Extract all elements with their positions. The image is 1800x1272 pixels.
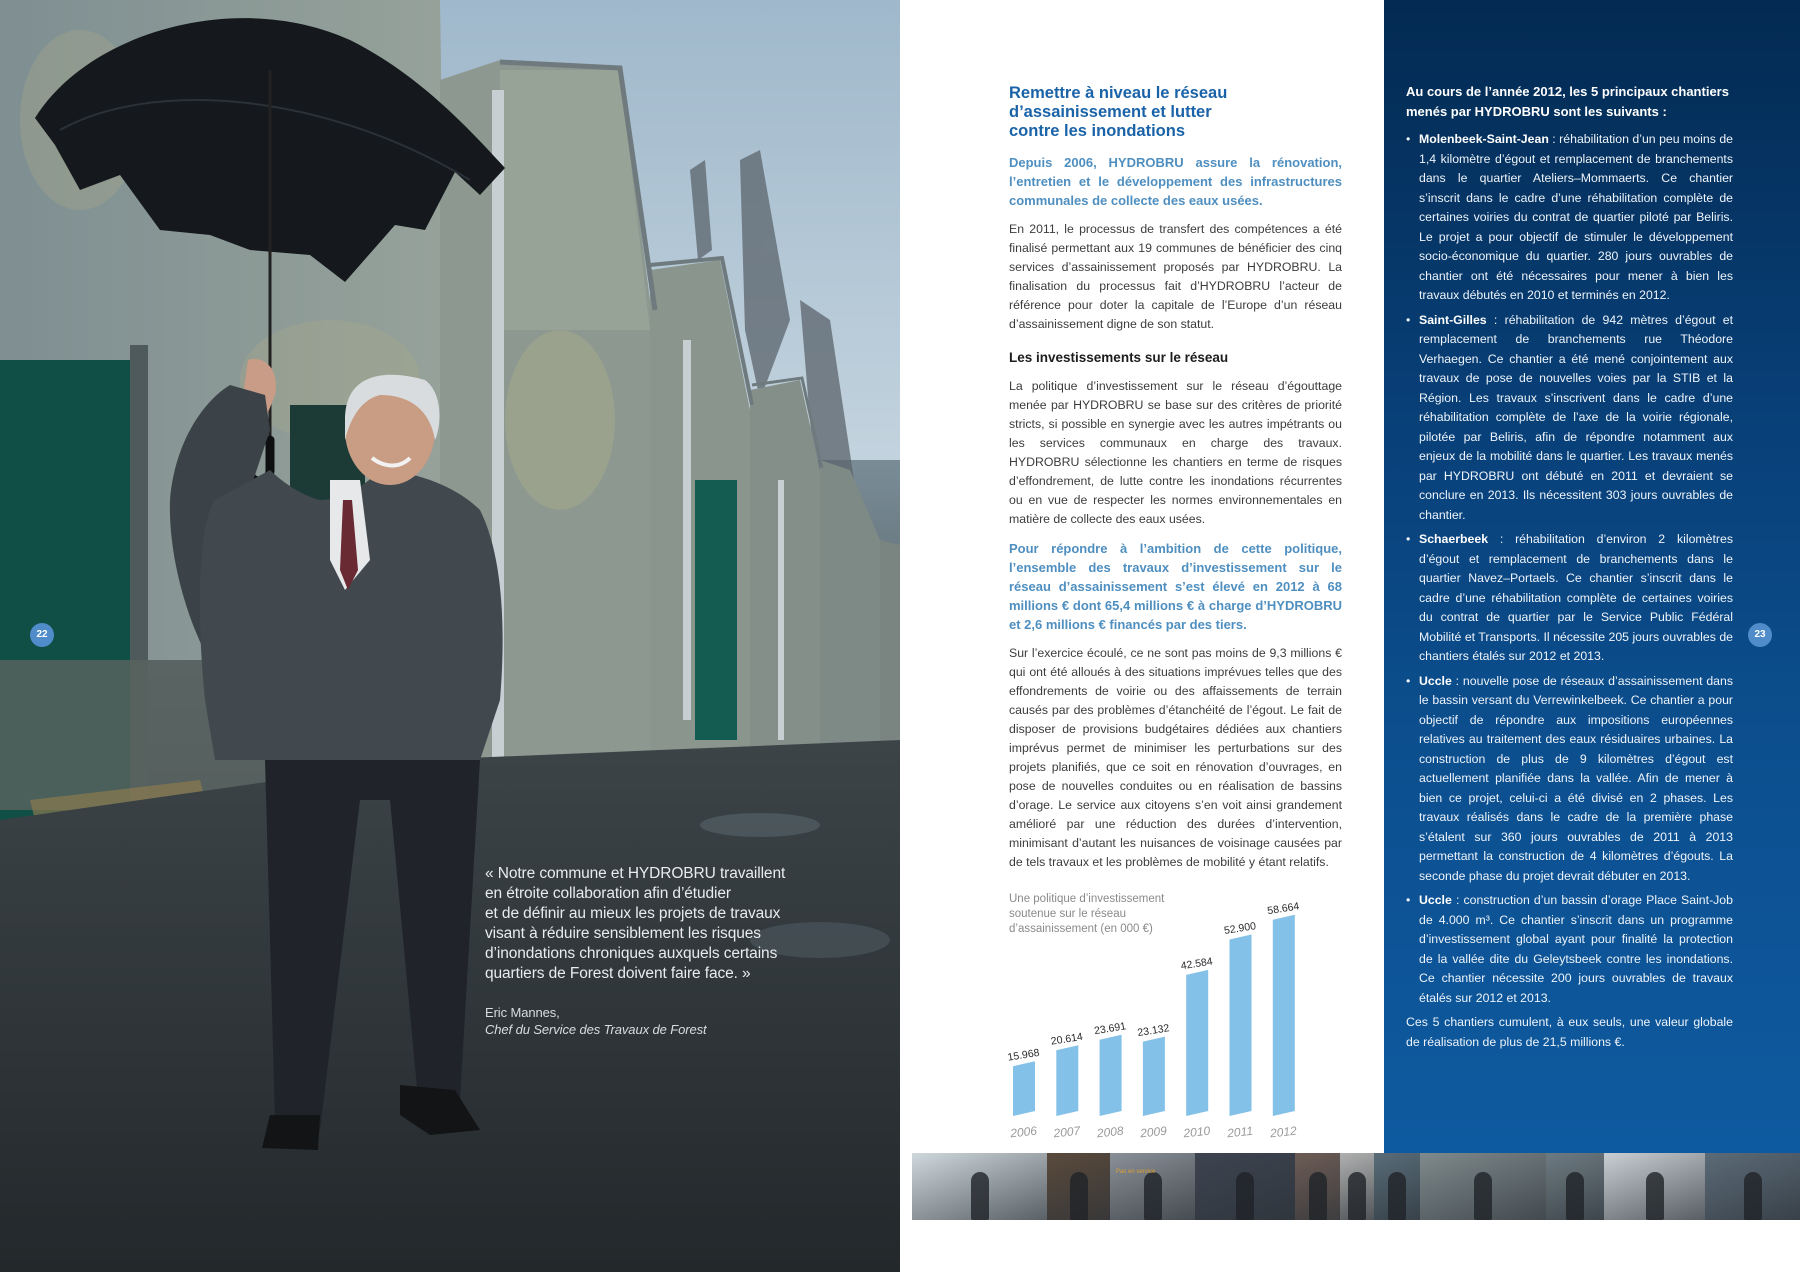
- chart-title-line: Une politique d’investissement: [1009, 893, 1165, 905]
- person-silhouette: [971, 1172, 989, 1220]
- body-paragraph-2: La politique d’investissement sur le réseau d’égouttage menée par HYDROBRU se base sur des critères de priorité stricts, si possible en synergie avec les autres impétrants ou les services communaux en charge des travaux. HYDROBRU sélectionne les chantiers en terme de risques d’effondrement, de lutte contre les inondations récurrentes ou en vue de respecter les normes environnementales en matière de collecte des eaux usées.: [1009, 379, 1342, 526]
- person-silhouette: [1646, 1172, 1664, 1220]
- chart-title-line: d’assainissement (en 000 €): [1009, 923, 1153, 935]
- title-line: Remettre à niveau le réseau: [1009, 84, 1228, 102]
- bullet-icon: •: [1406, 132, 1411, 146]
- person-silhouette: [1388, 1172, 1406, 1220]
- list-item: [1406, 311, 1733, 526]
- page-number-left: 22: [30, 623, 54, 647]
- list-item: [1406, 672, 1733, 887]
- bar-2009: [1143, 1037, 1165, 1116]
- site-description: : réhabilitation d’un peu moins de 1,4 kilomètre d’égout et remplacement de branchements dans le quartier Ateliers–Mommaerts. Ce chantier s’inscrit dans le cadre d’une réhabilitation complète de certaines voiries du contrat de quartier piloté par Beliris. Le projet a pour objectif de stimuler le développement socio-économique du quartier. 280 jours ouvrables de chantier ont été nécessaires pour mener à bien les travaux débutés en 2010 et terminés en 2012.: [1419, 132, 1733, 302]
- quote-line: d’inondations chroniques auxquels certains: [485, 945, 778, 962]
- quote-line: « Notre commune et HYDROBRU travaillent: [485, 865, 786, 882]
- site-name: Schaerbeek: [1419, 532, 1489, 546]
- office-handshake-photo: [912, 1153, 1047, 1220]
- bullet-icon: •: [1406, 893, 1411, 907]
- man-umbrella-photo: [1374, 1153, 1420, 1220]
- bullet-icon: •: [1406, 532, 1411, 546]
- value-label-2010: 42.584: [1179, 955, 1214, 973]
- title-line: contre les inondations: [1009, 122, 1186, 140]
- value-label-2009: 23.132: [1136, 1022, 1171, 1040]
- bar-2007: [1056, 1045, 1078, 1116]
- highlight-paragraph: Pour répondre à l’ambition de cette politique, l’ensemble des travaux d’investissement sur le réseau d’assainissement s’est élevé en 2012 à 68 millions € dont 65,4 millions € à charge d’HYDROBRU et 2,6 millions € financés par des tiers.: [1009, 541, 1342, 632]
- site-name: Uccle: [1419, 673, 1452, 688]
- chart-title: [1009, 892, 1199, 937]
- site-description: : réhabilitation de 942 mètres d’égout et remplacement de branchements rue Théodore Verhaegen. Ce chantier a été mené conjointement aux travaux de pose de nouvelles voies par la STIB et la Région. Les travaux s’inscrivent dans le cadre d’une réhabilitation complète de l’axe de la voirie régionale, pilotée par Beliris, afin de répondre notamment aux enjeux de la mobilité dans le quartier. Les travaux menés par HYDROBRU ont débuté en 2011 et devraient se conclure en 2013. Ils nécessitent 303 jours ouvrables de chantier.: [1419, 312, 1733, 522]
- projects-summary: Ces 5 chantiers cumulent, à eux seuls, une valeur globale de réalisation de plus de 21,5 millions €.: [1406, 1015, 1733, 1049]
- body-paragraph-1: En 2011, le processus de transfert des compétences a été finalisé permettant aux 19 communes de bénéficier des cinq services d’assainissement proposés par HYDROBRU. La finalisation du processus fait d’HYDROBRU l’acteur de référence pour doter la capitale de l’Europe d’un réseau d’assainissement digne de son statut.: [1009, 222, 1342, 331]
- site-name: Saint-Gilles: [1419, 312, 1487, 327]
- person-silhouette: [1236, 1172, 1254, 1220]
- site-description: : nouvelle pose de réseaux d’assainissement dans le bassin versant du Verrewinkelbeek. Ce chantier a pour objectif de répondre aux impositions européennes relatives au traitement des eaux résiduaires urbaines. La construction de plus de 9 kilomètres d’égout est actuellement planifiée dans la vallée. Afin de mener à bien ce projet, celui-ci a été divisé en 2 phases. Les travaux réalisés dans le cadre de la première phase s’étalent sur 360 jours ouvrables de 2011 à 2013 permettant la construction de 4 kilomètres d’égouts. La seconde phase du projet devrait débuter en 2013.: [1419, 673, 1733, 883]
- projects-intro: Au cours de l’année 2012, les 5 principaux chantiers menés par HYDROBRU sont les suivants :: [1406, 84, 1729, 119]
- man-buildings-photo: [1546, 1153, 1604, 1220]
- bullet-icon: •: [1406, 312, 1411, 327]
- person-silhouette: [1744, 1172, 1762, 1220]
- quote-line: et de définir au mieux les projets de travaux: [485, 905, 781, 922]
- woman-at-bus-photo: [1110, 1153, 1195, 1220]
- projects-list: [1406, 130, 1733, 1008]
- list-item: [1406, 130, 1733, 306]
- investment-bar-chart: [1000, 884, 1330, 1144]
- section-title: [1009, 84, 1342, 141]
- site-name: Uccle: [1419, 893, 1452, 907]
- person-silhouette: [1348, 1172, 1366, 1220]
- title-line: d’assainissement et lutter: [1009, 103, 1212, 121]
- person-silhouette: [1309, 1172, 1327, 1220]
- person-silhouette: [1474, 1172, 1492, 1220]
- person-silhouette: [1144, 1172, 1162, 1220]
- colleagues-office-photo: [1705, 1153, 1800, 1220]
- meeting-laptop-photo: [1195, 1153, 1295, 1220]
- value-label-2008: 23.691: [1093, 1020, 1127, 1038]
- quote-line: en étroite collaboration afin d’étudier: [485, 885, 731, 902]
- list-item: [1406, 891, 1733, 1008]
- quote-line: quartiers de Forest doivent faire face. »: [485, 965, 751, 982]
- girl-eating-photo: [1340, 1153, 1374, 1220]
- bullet-icon: •: [1406, 673, 1411, 688]
- bar-2011: [1230, 935, 1252, 1116]
- x-tick-label-2006: 2006: [1009, 1123, 1038, 1141]
- x-tick-label-2009: 2009: [1139, 1123, 1168, 1141]
- bar-2012: [1273, 915, 1295, 1116]
- value-label-2006: 15.968: [1006, 1046, 1041, 1064]
- body-paragraph-3: Sur l’exercice écoulé, ce ne sont pas moins de 9,3 millions € qui ont été alloués à des situations imprévues telles que des effondrements de voirie ou des affaissements de terrain causés par des problèmes d’étanchéité de l’égout. Le fait de disposer de provisions budgétaires dédiées aux chantiers imprévus permet de minimiser les perturbations sur des projets planifiés, que ce soit en rénovation d’ouvrages, en pose de nouvelles conduites ou en réalisation de bassins d’orage. Le service aux citoyens s’en voit ainsi grandement amélioré par une réduction des durées d’intervention, minimisant d’autant les nuisances de voisinage causées par de tels travaux et les problèmes de mobilité y étant relatifs.: [1009, 646, 1342, 869]
- person-silhouette: [1566, 1172, 1584, 1220]
- page-number-right: 23: [1748, 623, 1772, 647]
- testimonial-quote: [485, 864, 805, 1038]
- quote-author: Eric Mannes,: [485, 1005, 560, 1020]
- list-item: [1406, 530, 1733, 667]
- bar-2008: [1100, 1035, 1122, 1116]
- value-label-2007: 20.614: [1050, 1030, 1084, 1048]
- person-silhouette: [1070, 1172, 1088, 1220]
- x-tick-label-2007: 2007: [1052, 1123, 1081, 1141]
- quote-author-role: Chef du Service des Travaux de Forest: [485, 1022, 707, 1037]
- bar-2006: [1013, 1061, 1035, 1116]
- woman-sofa-photo: [1604, 1153, 1705, 1220]
- x-tick-label-2010: 2010: [1182, 1123, 1211, 1141]
- site-description: : réhabilitation d’environ 2 kilomètres d’égout et remplacement de branchements dans le quartier Navez–Portaels. Ce chantier s’inscrit dans le cadre d’une réhabilitation complète de certaines voiries du contrat de quartier par le Service Public Fédéral Mobilité et Transports. Il nécessite 205 jours ouvrables de chantiers étalés sur 2012 et 2013.: [1419, 532, 1733, 663]
- woman-coffee-photo: [1420, 1153, 1546, 1220]
- value-label-2012: 58.664: [1266, 900, 1301, 918]
- projects-panel: [1384, 0, 1800, 1153]
- woman-street-photo: [1295, 1153, 1340, 1220]
- x-tick-label-2011: 2011: [1226, 1123, 1254, 1141]
- bar-2010: [1186, 970, 1208, 1116]
- x-tick-label-2008: 2008: [1096, 1123, 1125, 1141]
- site-description: : construction d’un bassin d’orage Place Saint-Job de 4.000 m³. Ce chantier s’inscrit dans un programme d’investissement global ayant pour finalité la protection de la vallée dite du Geleytsbeek contre les inondations. Ce chantier nécessite 200 jours ouvrables de travaux étalés sur 2012 et 2013.: [1419, 893, 1733, 1005]
- bus-sign-text: Pas en service: [1116, 1169, 1156, 1175]
- subsection-title: Les investissements sur le réseau: [1009, 350, 1229, 365]
- value-label-2011: 52.900: [1223, 920, 1257, 938]
- site-name: Molenbeek-Saint-Jean: [1419, 132, 1549, 146]
- photo-strip: [912, 1153, 1800, 1220]
- lead-paragraph: Depuis 2006, HYDROBRU assure la rénovation, l’entretien et le développement des infrastructures communales de collecte des eaux usées.: [1009, 155, 1342, 208]
- chart-title-line: soutenue sur le réseau: [1009, 908, 1126, 920]
- x-tick-label-2012: 2012: [1269, 1123, 1298, 1141]
- man-in-suit-photo: [1047, 1153, 1110, 1220]
- quote-line: visant à réduire sensiblement les risques: [485, 925, 761, 942]
